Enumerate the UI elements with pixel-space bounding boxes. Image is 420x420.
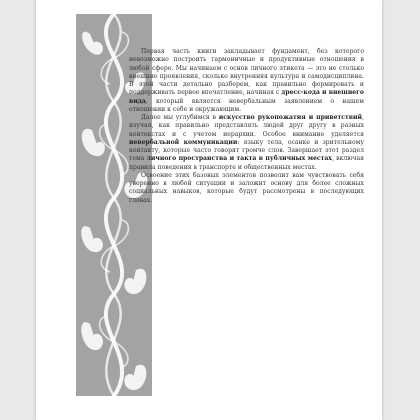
- book-page: [36, 0, 382, 420]
- text-run: , изучая, как правильно представлять людей друг другу в разных контекстах и с учетом иерархии. Особое внимание уделяется: [129, 114, 364, 138]
- text-run: Далее мы углубимся в: [141, 114, 219, 121]
- text-run: , включая правила поведения в транспорте и общественных местах.: [129, 155, 365, 171]
- paragraph: [129, 114, 364, 172]
- text-run: Освоение этих базовых элементов позволит вам чувствовать себя уверенно в любой ситуации и заложит основу для более сложных социальных навыков, которые будут рассмотрены в последующих главах.: [129, 171, 364, 204]
- bold-phrase: невербальной коммуникации: [129, 138, 238, 146]
- bold-phrase: личного пространства и такта в публичных местах: [146, 155, 332, 163]
- paragraph: [129, 172, 364, 205]
- text-run: , который является невербальным заявлением о нашем отношении к себе и окружающим.: [129, 97, 364, 113]
- text-run: : языку тела, осанке и зрительному контакту, которые часто говорят громче слов. Завершает этот раздел тема: [129, 138, 364, 163]
- body-text: [129, 48, 364, 205]
- bold-phrase: искусство рукопожатия и приветствий: [218, 114, 363, 121]
- bold-phrase: дресс-кода и внешнего вида: [129, 89, 364, 105]
- paragraph: [129, 48, 364, 114]
- text-run: Первая часть книги закладывает фундамент, без которого невозможно построить гармоничные и продуктивные отношения в любой сфере. Мы начинаем с основ личного этикета — это не столько внешние проявления, сколько внутренняя культура и самодисциплина. В этой части детально разберем, как правильно формировать и поддерживать первое впечатление, начиная с: [129, 48, 364, 97]
